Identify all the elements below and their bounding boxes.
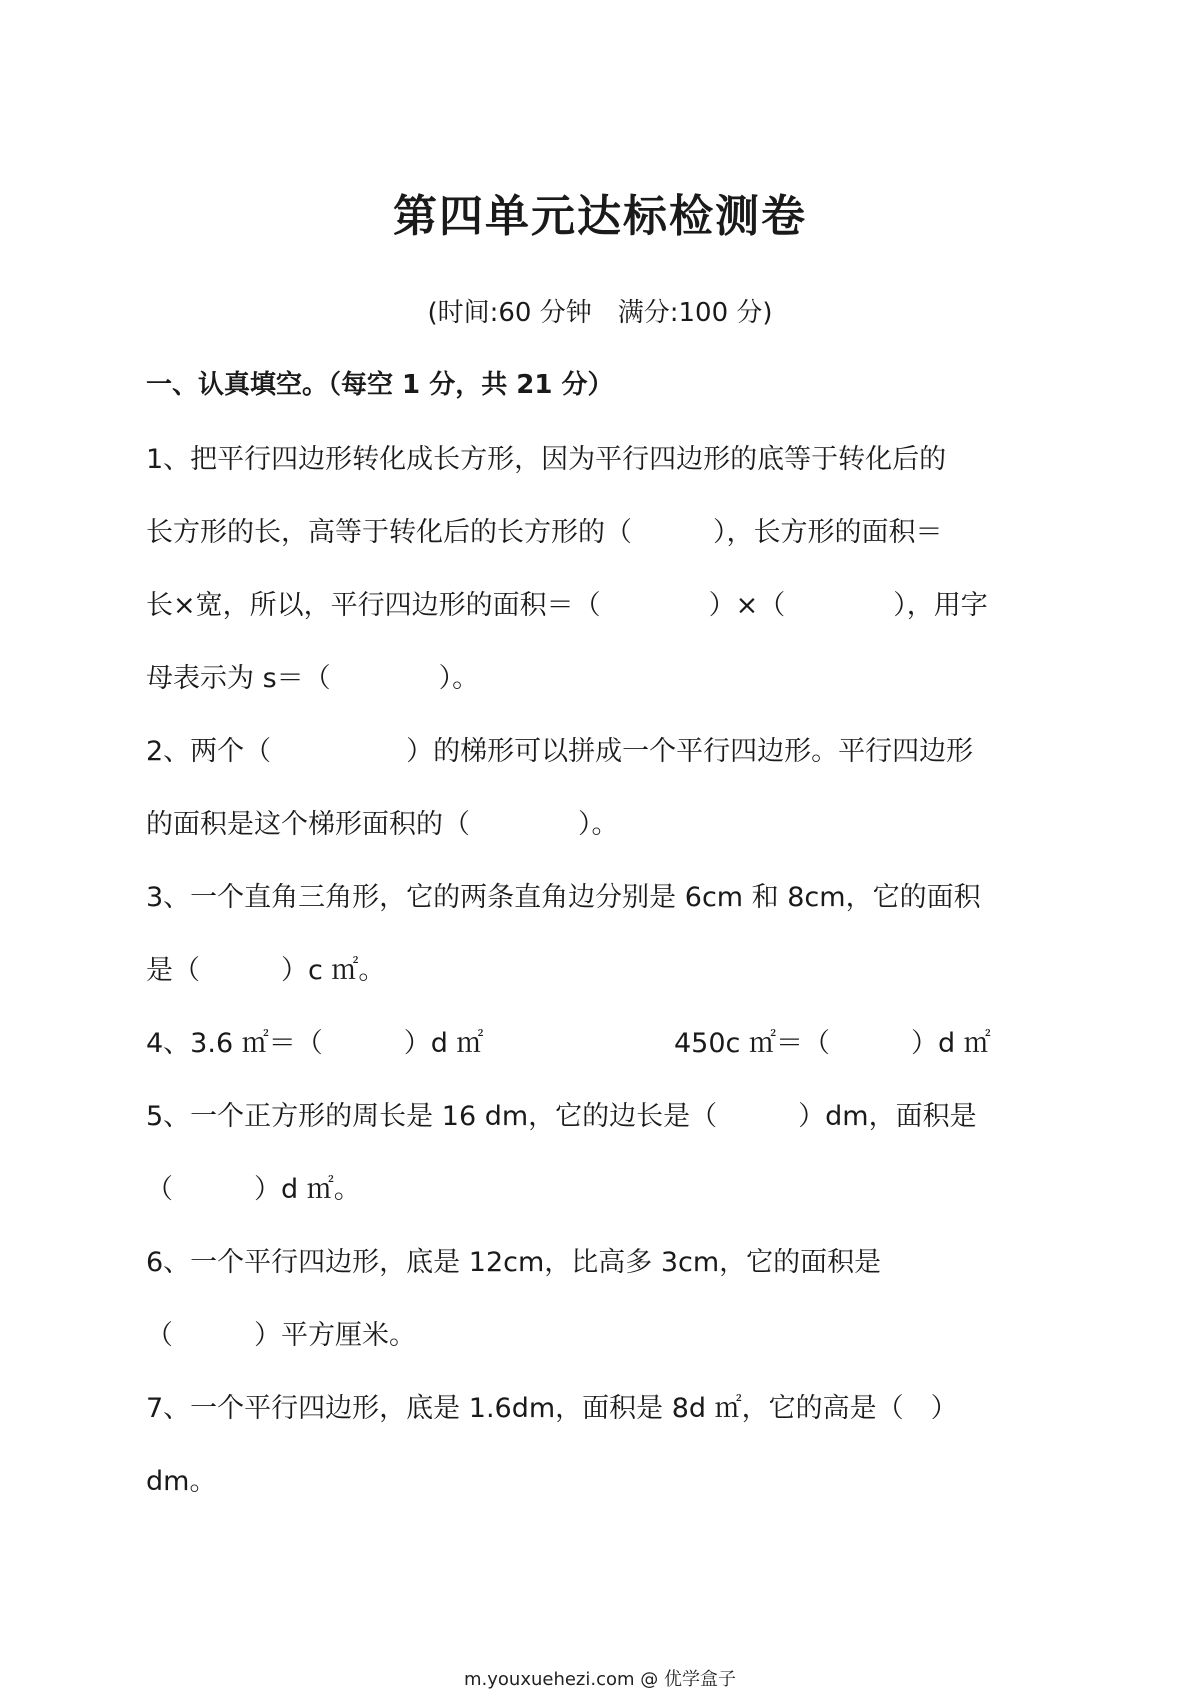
exam-info: (时间:60 分钟 满分:100 分) <box>427 298 773 328</box>
question-1-line-1: 1、把平行四边形转化成长方形，因为平行四边形的底等于转化后的 <box>146 444 947 475</box>
page-title: 第四单元达标检测卷 <box>393 191 807 242</box>
question-6-line-2: （ ）平方厘米。 <box>146 1320 416 1351</box>
footer-watermark: m.youxuehezi.com @ 优学盒子 <box>463 1669 736 1690</box>
question-4-part-a: 4、3.6 ㎡＝（ ）d ㎡ <box>146 1028 484 1059</box>
question-7-line-2: dm。 <box>146 1466 217 1497</box>
question-5-line-1: 5、一个正方形的周长是 16 dm，它的边长是（ ）dm，面积是 <box>146 1101 977 1132</box>
question-2-line-1: 2、两个（ ）的梯形可以拼成一个平行四边形。平行四边形 <box>146 736 974 767</box>
question-5-line-2: （ ）d ㎡。 <box>146 1174 361 1205</box>
question-3-line-2: 是（ ）c ㎡。 <box>146 955 386 986</box>
section-heading: 一、认真填空。（每空 1 分，共 21 分） <box>146 370 614 400</box>
question-4-part-b: 450c ㎡＝（ ）d ㎡ <box>674 1028 991 1059</box>
question-7-line-1: 7、一个平行四边形，底是 1.6dm，面积是 8d ㎡，它的高是（ ） <box>146 1393 958 1424</box>
question-1-line-3: 长×宽，所以，平行四边形的面积＝（ ）×（ ），用字 <box>146 590 988 621</box>
question-1-line-4: 母表示为 s＝（ ）。 <box>146 663 480 694</box>
question-2-line-2: 的面积是这个梯形面积的（ ）。 <box>146 809 619 840</box>
question-3-line-1: 3、一个直角三角形，它的两条直角边分别是 6cm 和 8cm，它的面积 <box>146 882 981 913</box>
question-4 <box>146 1024 1058 1064</box>
question-6-line-1: 6、一个平行四边形，底是 12cm，比高多 3cm，它的面积是 <box>146 1247 882 1278</box>
question-1-line-2: 长方形的长，高等于转化后的长方形的（ ），长方形的面积＝ <box>146 517 943 548</box>
